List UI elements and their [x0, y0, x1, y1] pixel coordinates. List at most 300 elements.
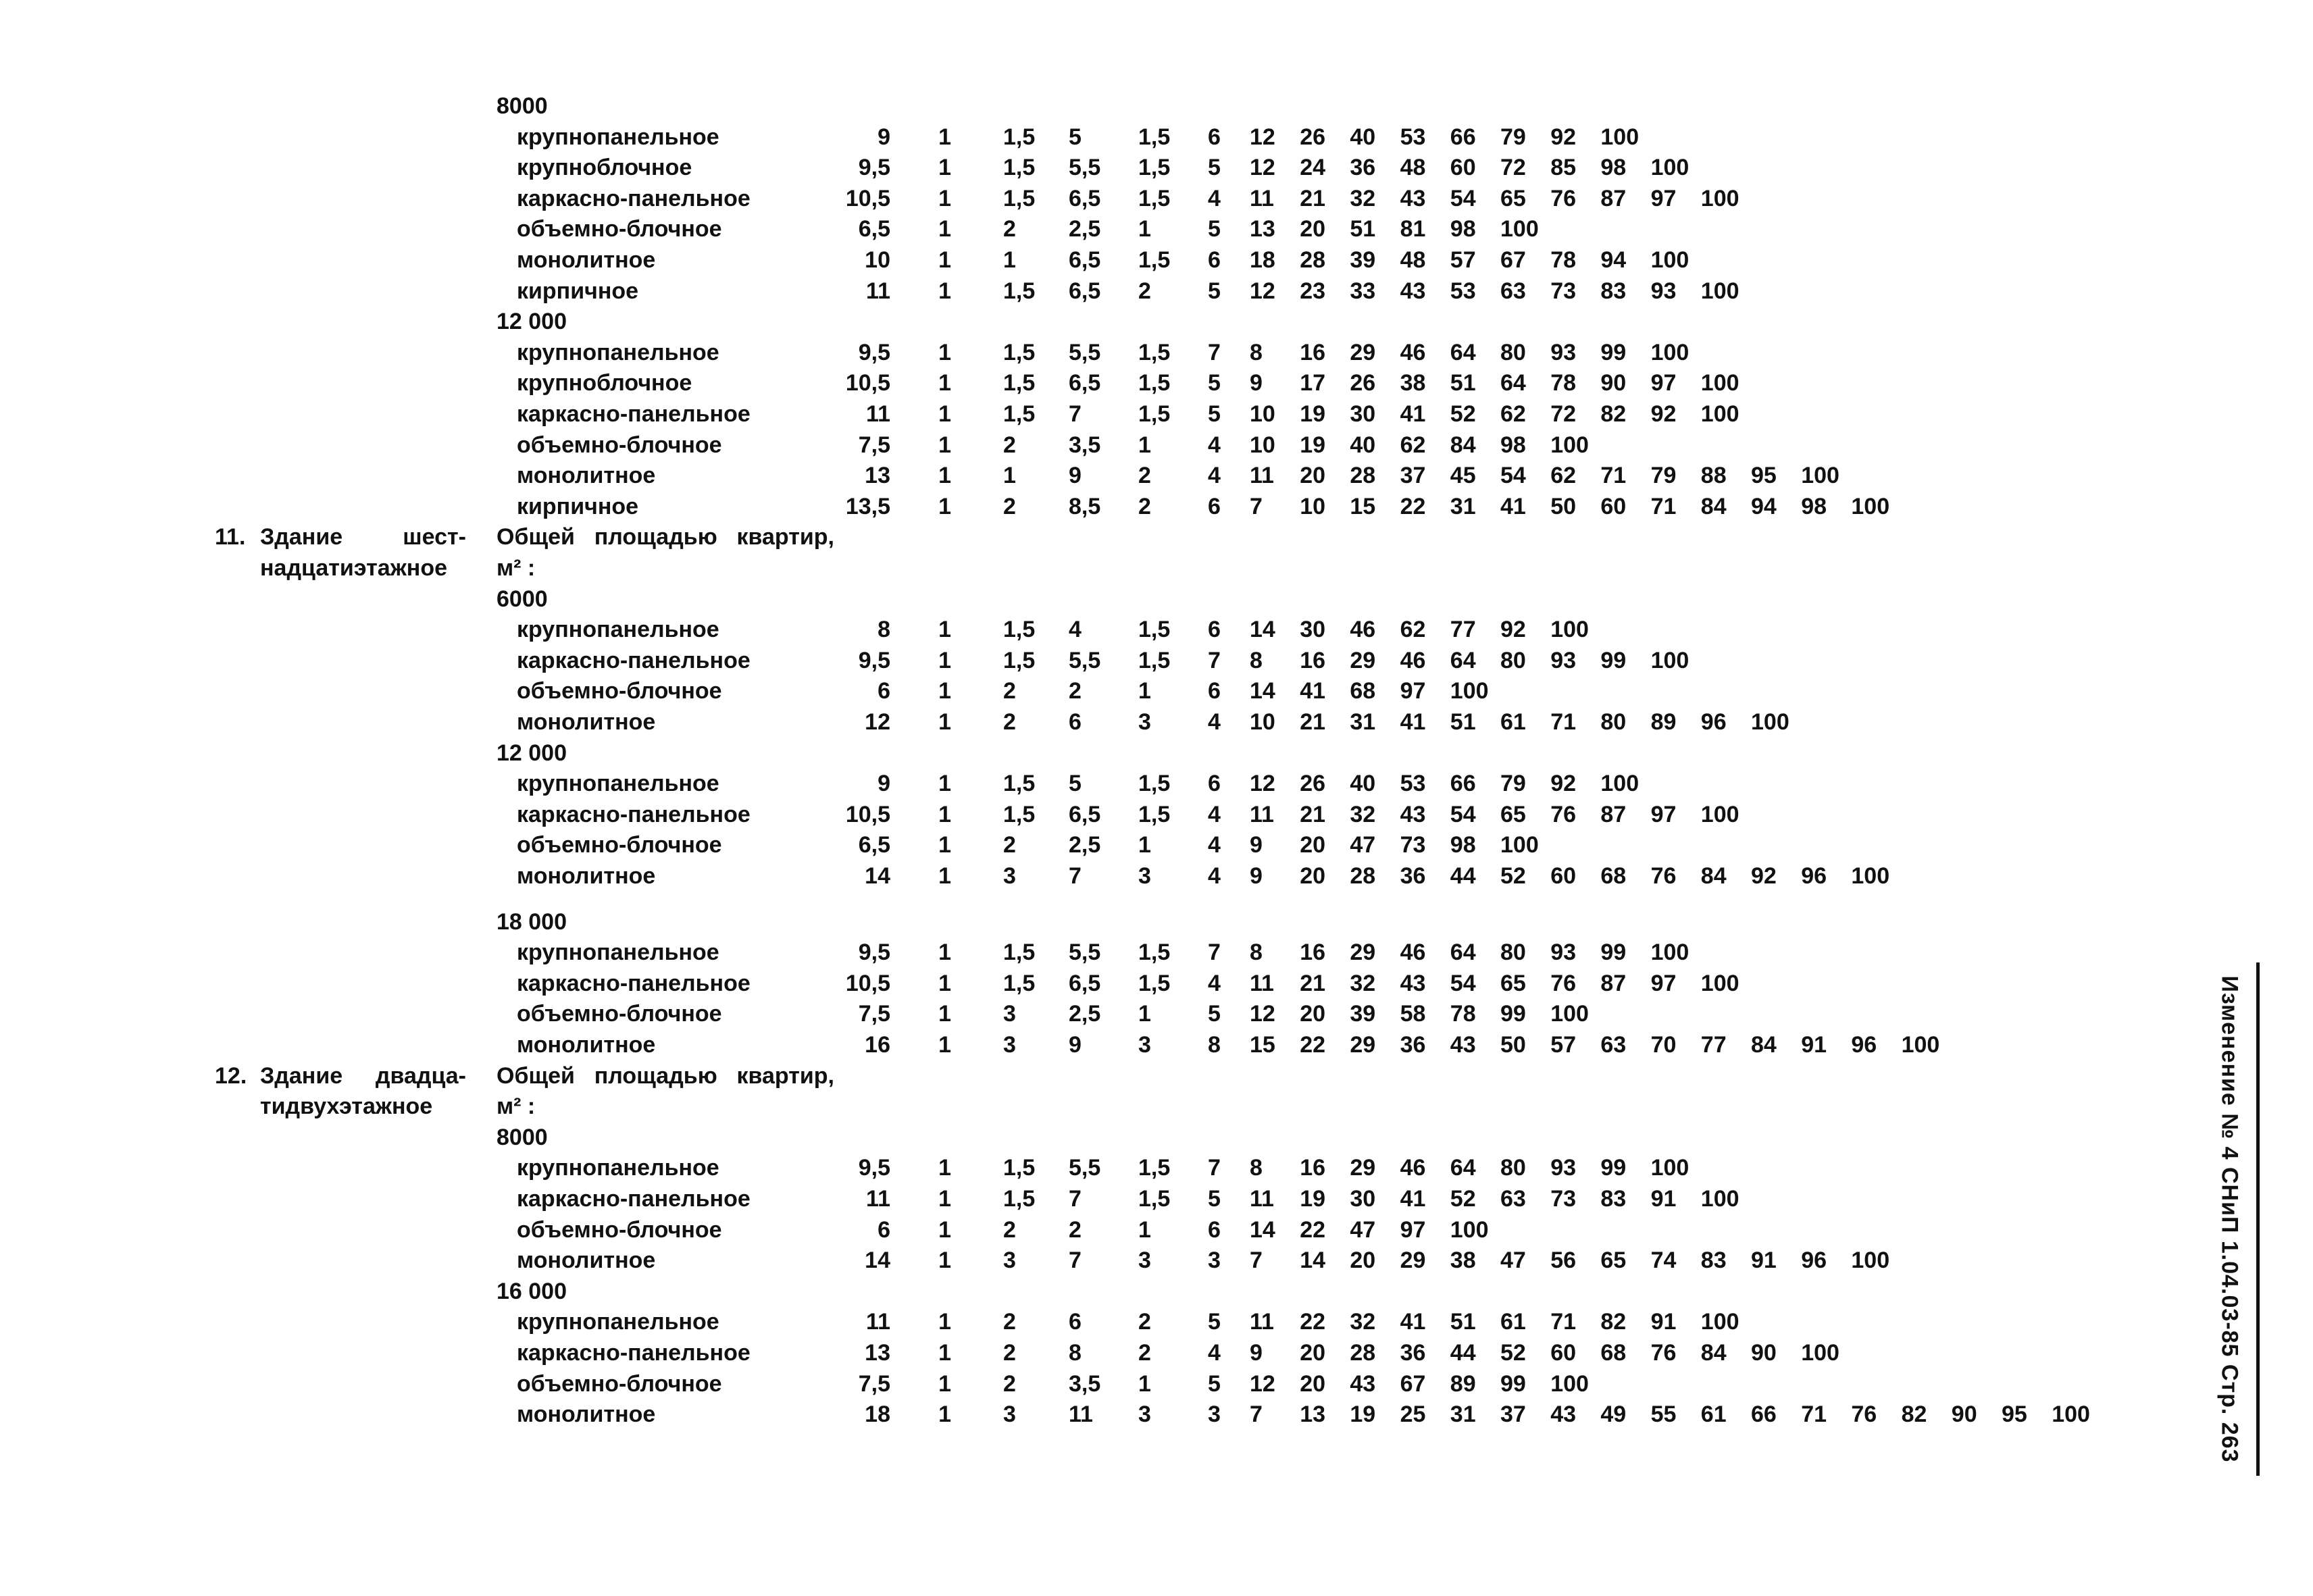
- table-cell: 29: [1350, 647, 1376, 673]
- table-cell: 2,5: [1069, 1001, 1101, 1027]
- table-cell: 82: [1901, 1401, 1927, 1428]
- table-cell: 65: [1500, 185, 1526, 211]
- table-cell: 97: [1400, 1216, 1426, 1243]
- table-cell: 98: [1450, 832, 1476, 858]
- table-cell: 51: [1350, 216, 1376, 242]
- table-cell: 83: [1700, 1247, 1727, 1274]
- table-cell: 2: [1003, 1340, 1016, 1366]
- table-cell: 100: [1550, 432, 1589, 458]
- table-cell: 5: [1069, 771, 1082, 797]
- table-cell: 11: [866, 278, 890, 304]
- table-cell: 84: [1751, 1032, 1777, 1058]
- table-cell: 1,5: [1003, 278, 1036, 304]
- table-cell: 6,5: [1069, 370, 1101, 396]
- building-type-label: каркасно-панельное: [517, 1186, 751, 1212]
- table-cell: 100: [1550, 1370, 1589, 1397]
- table-cell: 58: [1400, 1001, 1426, 1027]
- table-cell: 6,5: [1069, 185, 1101, 211]
- building-type-label: объемно-блочное: [517, 1001, 722, 1027]
- table-cell: 43: [1400, 801, 1426, 827]
- table-cell: 29: [1350, 939, 1376, 966]
- table-cell: 6,5: [1069, 278, 1101, 304]
- table-cell: 60: [1550, 863, 1577, 889]
- table-cell: 37: [1500, 1401, 1526, 1428]
- table-cell: 1: [1138, 1370, 1151, 1397]
- table-cell: 4: [1069, 617, 1082, 643]
- table-cell: 99: [1500, 1001, 1526, 1027]
- table-cell: 28: [1300, 247, 1326, 273]
- table-cell: 4: [1208, 1340, 1221, 1366]
- table-cell: 72: [1500, 155, 1526, 181]
- running-header-text: Изменение № 4 СНиП 1.04.03-85 Стр. 263: [2216, 975, 2242, 1463]
- table-cell: 20: [1300, 463, 1326, 489]
- table-cell: 100: [1550, 1001, 1589, 1027]
- table-cell: 14: [865, 863, 890, 889]
- table-cell: 6,5: [858, 216, 890, 242]
- table-cell: 13,5: [845, 493, 890, 519]
- table-cell: 73: [1550, 1186, 1577, 1212]
- table-cell: 28: [1350, 1340, 1376, 1366]
- table-cell: 1: [1138, 1001, 1151, 1027]
- building-type-label: монолитное: [517, 463, 656, 489]
- table-cell: 97: [1650, 801, 1677, 827]
- table-cell: 9,5: [858, 939, 890, 966]
- table-cell: 3: [1003, 1247, 1016, 1274]
- table-cell: 76: [1550, 801, 1577, 827]
- table-cell: 11: [866, 1186, 890, 1212]
- table-cell: 23: [1300, 278, 1326, 304]
- table-cell: 9,5: [858, 647, 890, 673]
- table-cell: 7: [1069, 863, 1082, 889]
- table-cell: 84: [1700, 1340, 1727, 1366]
- table-cell: 79: [1500, 771, 1526, 797]
- building-type-label: объемно-блочное: [517, 432, 722, 458]
- table-cell: 97: [1650, 185, 1677, 211]
- table-cell: 100: [1600, 771, 1640, 797]
- table-cell: 80: [1500, 1155, 1526, 1181]
- table-cell: 48: [1400, 247, 1426, 273]
- table-cell: 14: [1300, 1247, 1326, 1274]
- building-type-label: объемно-блочное: [517, 1216, 722, 1243]
- table-cell: 5: [1208, 1001, 1221, 1027]
- table-cell: 30: [1300, 617, 1326, 643]
- table-cell: 15: [1350, 493, 1376, 519]
- table-cell: 54: [1450, 801, 1476, 827]
- table-cell: 53: [1450, 278, 1476, 304]
- table-cell: 99: [1600, 647, 1627, 673]
- table-cell: 84: [1700, 493, 1727, 519]
- table-cell: 83: [1600, 1186, 1627, 1212]
- table-cell: 51: [1450, 709, 1476, 735]
- table-cell: 1,5: [1138, 155, 1171, 181]
- table-cell: 4: [1208, 801, 1221, 827]
- table-cell: 99: [1600, 339, 1627, 365]
- table-cell: 66: [1450, 124, 1476, 150]
- table-cell: 99: [1600, 939, 1627, 966]
- building-type-label: кирпичное: [517, 493, 639, 519]
- table-cell: 4: [1208, 970, 1221, 996]
- table-cell: 100: [1751, 709, 1789, 735]
- table-cell: 78: [1550, 247, 1577, 273]
- table-cell: 43: [1450, 1032, 1476, 1058]
- table-cell: 8: [1250, 939, 1263, 966]
- area-subheading: 8000: [497, 93, 548, 119]
- table-cell: 77: [1700, 1032, 1727, 1058]
- table-cell: 8: [1208, 1032, 1221, 1058]
- table-cell: 1,5: [1138, 370, 1171, 396]
- building-type-label: объемно-блочное: [517, 832, 722, 858]
- table-cell: 9: [1250, 370, 1263, 396]
- table-cell: 7: [1250, 1247, 1263, 1274]
- table-cell: 1: [938, 801, 951, 827]
- table-cell: 47: [1500, 1247, 1526, 1274]
- table-cell: 80: [1500, 939, 1526, 966]
- table-cell: 87: [1600, 970, 1627, 996]
- table-cell: 36: [1400, 1032, 1426, 1058]
- table-cell: 1: [938, 678, 951, 704]
- table-cell: 87: [1600, 185, 1627, 211]
- table-cell: 40: [1350, 432, 1376, 458]
- item-number: 11.: [215, 524, 246, 550]
- table-cell: 1,5: [1138, 801, 1171, 827]
- table-cell: 22: [1300, 1309, 1326, 1335]
- table-cell: 8: [1069, 1340, 1082, 1366]
- table-cell: 12: [1250, 278, 1275, 304]
- table-cell: 82: [1600, 401, 1627, 427]
- table-cell: 3: [1138, 1247, 1151, 1274]
- table-cell: 5,5: [1069, 1155, 1101, 1181]
- table-cell: 78: [1550, 370, 1577, 396]
- area-subheading: 6000: [497, 586, 548, 612]
- table-cell: 37: [1400, 463, 1426, 489]
- table-cell: 4: [1208, 832, 1221, 858]
- table-cell: 6,5: [858, 832, 890, 858]
- table-cell: 26: [1300, 771, 1326, 797]
- table-cell: 1: [938, 401, 951, 427]
- table-cell: 16: [1300, 1155, 1326, 1181]
- table-cell: 100: [1700, 1186, 1739, 1212]
- table-cell: 6: [1069, 709, 1082, 735]
- table-cell: 100: [1700, 185, 1739, 211]
- table-cell: 62: [1550, 463, 1577, 489]
- table-cell: 20: [1300, 1370, 1326, 1397]
- building-type-label: крупноблочное: [517, 370, 692, 396]
- table-cell: 1: [938, 1401, 951, 1428]
- table-cell: 7,5: [858, 1001, 890, 1027]
- table-cell: 3: [1138, 863, 1151, 889]
- table-cell: 20: [1350, 1247, 1376, 1274]
- table-cell: 12: [1250, 124, 1275, 150]
- table-cell: 17: [1300, 370, 1326, 396]
- table-cell: 5,5: [1069, 339, 1101, 365]
- building-type-label: объемно-блочное: [517, 216, 722, 242]
- table-cell: 47: [1350, 1216, 1376, 1243]
- table-cell: 20: [1300, 863, 1326, 889]
- table-cell: 8: [1250, 1155, 1263, 1181]
- table-cell: 74: [1650, 1247, 1677, 1274]
- table-cell: 2,5: [1069, 832, 1101, 858]
- table-cell: 95: [2002, 1401, 2027, 1428]
- table-cell: 96: [1801, 1247, 1827, 1274]
- table-cell: 92: [1500, 617, 1526, 643]
- table-cell: 28: [1350, 863, 1376, 889]
- table-cell: 12: [1250, 1370, 1275, 1397]
- table-cell: 4: [1208, 432, 1221, 458]
- table-cell: 65: [1600, 1247, 1627, 1274]
- building-type-label: каркасно-панельное: [517, 1340, 751, 1366]
- table-cell: 1,5: [1138, 970, 1171, 996]
- table-cell: 100: [1500, 216, 1539, 242]
- table-cell: 100: [1650, 155, 1689, 181]
- table-cell: 43: [1400, 185, 1426, 211]
- table-cell: 7: [1208, 339, 1221, 365]
- table-cell: 49: [1600, 1401, 1627, 1428]
- table-cell: 1: [938, 370, 951, 396]
- table-cell: 46: [1400, 647, 1426, 673]
- table-cell: 90: [1751, 1340, 1777, 1366]
- table-cell: 9: [1250, 863, 1263, 889]
- table-cell: 1,5: [1003, 401, 1036, 427]
- table-cell: 100: [1700, 370, 1739, 396]
- building-type-label: кирпичное: [517, 278, 639, 304]
- table-cell: 3,5: [1069, 432, 1101, 458]
- item-name-line2: тидвухэтажное: [260, 1093, 433, 1120]
- table-cell: 3: [1138, 1401, 1151, 1428]
- table-cell: 79: [1650, 463, 1677, 489]
- table-cell: 1,5: [1003, 1155, 1036, 1181]
- building-type-label: крупнопанельное: [517, 1309, 719, 1335]
- table-cell: 1,5: [1003, 339, 1036, 365]
- table-cell: 55: [1650, 1401, 1677, 1428]
- table-cell: 46: [1350, 617, 1376, 643]
- item-name-line2: надцатиэтажное: [260, 555, 448, 581]
- table-cell: 10: [1250, 709, 1275, 735]
- table-cell: 5: [1208, 370, 1221, 396]
- table-cell: 45: [1450, 463, 1476, 489]
- table-cell: 11: [1250, 801, 1274, 827]
- table-cell: 92: [1751, 863, 1777, 889]
- table-cell: 99: [1500, 1370, 1526, 1397]
- table-cell: 7: [1208, 1155, 1221, 1181]
- table-cell: 22: [1300, 1032, 1326, 1058]
- table-cell: 9: [878, 771, 890, 797]
- table-cell: 100: [1700, 1309, 1739, 1335]
- table-cell: 53: [1400, 771, 1426, 797]
- table-cell: 41: [1500, 493, 1526, 519]
- table-cell: 43: [1550, 1401, 1577, 1428]
- table-cell: 50: [1500, 1032, 1526, 1058]
- table-cell: 1: [938, 647, 951, 673]
- table-cell: 20: [1300, 1001, 1326, 1027]
- table-cell: 1,5: [1003, 370, 1036, 396]
- table-cell: 10: [1250, 432, 1275, 458]
- table-cell: 22: [1300, 1216, 1326, 1243]
- table-cell: 76: [1550, 970, 1577, 996]
- building-type-label: монолитное: [517, 1032, 656, 1058]
- table-cell: 2: [1069, 1216, 1082, 1243]
- table-cell: 47: [1350, 832, 1376, 858]
- table-cell: 79: [1500, 124, 1526, 150]
- table-cell: 1: [938, 1001, 951, 1027]
- table-cell: 3: [1003, 863, 1016, 889]
- table-cell: 85: [1550, 155, 1577, 181]
- table-cell: 100: [1700, 401, 1739, 427]
- table-cell: 41: [1300, 678, 1326, 704]
- table-cell: 91: [1751, 1247, 1777, 1274]
- table-cell: 46: [1400, 339, 1426, 365]
- table-cell: 64: [1500, 370, 1526, 396]
- table-cell: 1: [938, 247, 951, 273]
- table-cell: 62: [1400, 432, 1426, 458]
- table-cell: 5,5: [1069, 155, 1101, 181]
- table-cell: 100: [1700, 970, 1739, 996]
- table-cell: 100: [1851, 863, 1890, 889]
- table-cell: 5: [1069, 124, 1082, 150]
- table-cell: 14: [865, 1247, 890, 1274]
- table-cell: 1: [938, 939, 951, 966]
- table-cell: 1,5: [1003, 939, 1036, 966]
- table-cell: 2: [1138, 278, 1151, 304]
- table-cell: 1: [1138, 678, 1151, 704]
- running-header-rule: [2256, 962, 2260, 1476]
- table-cell: 33: [1350, 278, 1376, 304]
- table-cell: 31: [1450, 1401, 1476, 1428]
- table-cell: 54: [1450, 970, 1476, 996]
- table-cell: 3,5: [1069, 1370, 1101, 1397]
- table-cell: 2: [1138, 1340, 1151, 1366]
- area-heading-line2: м² :: [497, 1093, 536, 1120]
- table-cell: 61: [1700, 1401, 1727, 1428]
- table-cell: 10: [1250, 401, 1275, 427]
- table-cell: 96: [1801, 863, 1827, 889]
- table-cell: 100: [1650, 247, 1689, 273]
- table-cell: 19: [1300, 432, 1326, 458]
- table-cell: 1: [938, 124, 951, 150]
- table-cell: 12: [1250, 155, 1275, 181]
- area-subheading: 18 000: [497, 908, 567, 935]
- table-cell: 98: [1500, 432, 1526, 458]
- table-cell: 2: [1003, 1216, 1016, 1243]
- table-cell: 94: [1751, 493, 1777, 519]
- table-cell: 100: [1901, 1032, 1940, 1058]
- table-cell: 100: [1600, 124, 1640, 150]
- table-cell: 1: [938, 432, 951, 458]
- table-cell: 19: [1350, 1401, 1376, 1428]
- table-cell: 1: [938, 1186, 951, 1212]
- area-heading-line2: м² :: [497, 555, 536, 581]
- table-cell: 44: [1450, 863, 1476, 889]
- table-cell: 2: [1003, 216, 1016, 242]
- table-cell: 9: [1069, 463, 1082, 489]
- table-cell: 100: [1650, 939, 1689, 966]
- table-cell: 1,5: [1003, 155, 1036, 181]
- building-type-label: крупнопанельное: [517, 771, 719, 797]
- table-cell: 52: [1500, 863, 1526, 889]
- table-cell: 13: [865, 1340, 890, 1366]
- table-cell: 2: [1003, 493, 1016, 519]
- table-cell: 1: [938, 493, 951, 519]
- building-type-label: крупнопанельное: [517, 339, 719, 365]
- table-cell: 32: [1350, 185, 1376, 211]
- table-cell: 62: [1400, 617, 1426, 643]
- table-cell: 16: [865, 1032, 890, 1058]
- table-cell: 68: [1600, 863, 1627, 889]
- table-cell: 4: [1208, 863, 1221, 889]
- table-cell: 11: [1250, 970, 1274, 996]
- table-cell: 5: [1208, 1309, 1221, 1335]
- building-type-label: крупнопанельное: [517, 124, 719, 150]
- table-cell: 10,5: [845, 185, 890, 211]
- table-cell: 6: [1208, 771, 1221, 797]
- table-cell: 93: [1550, 339, 1577, 365]
- table-cell: 4: [1208, 185, 1221, 211]
- table-cell: 1,5: [1003, 1186, 1036, 1212]
- table-cell: 2: [1138, 493, 1151, 519]
- table-cell: 13: [865, 463, 890, 489]
- table-cell: 20: [1300, 1340, 1326, 1366]
- table-cell: 19: [1300, 1186, 1326, 1212]
- table-cell: 11: [1250, 1186, 1274, 1212]
- table-cell: 39: [1350, 247, 1376, 273]
- table-cell: 9,5: [858, 339, 890, 365]
- table-cell: 41: [1400, 1309, 1426, 1335]
- table-cell: 56: [1550, 1247, 1577, 1274]
- table-cell: 62: [1500, 401, 1526, 427]
- table-cell: 9,5: [858, 155, 890, 181]
- table-cell: 77: [1450, 617, 1476, 643]
- table-cell: 1,5: [1003, 647, 1036, 673]
- table-cell: 1: [938, 1032, 951, 1058]
- table-cell: 1: [938, 185, 951, 211]
- table-cell: 93: [1550, 1155, 1577, 1181]
- table-cell: 80: [1500, 647, 1526, 673]
- table-cell: 100: [1700, 278, 1739, 304]
- table-cell: 41: [1400, 709, 1426, 735]
- table-cell: 93: [1650, 278, 1677, 304]
- table-cell: 52: [1450, 1186, 1476, 1212]
- table-cell: 6: [1208, 493, 1221, 519]
- table-cell: 29: [1350, 339, 1376, 365]
- item-name-line1: Здание шест-: [260, 524, 466, 550]
- table-cell: 61: [1500, 709, 1526, 735]
- table-cell: 84: [1700, 863, 1727, 889]
- table-cell: 1,5: [1138, 124, 1171, 150]
- table-cell: 16: [1300, 939, 1326, 966]
- table-cell: 71: [1550, 1309, 1577, 1335]
- table-cell: 95: [1751, 463, 1777, 489]
- building-type-label: каркасно-панельное: [517, 970, 751, 996]
- table-cell: 31: [1350, 709, 1376, 735]
- table-cell: 2: [1003, 432, 1016, 458]
- table-cell: 63: [1500, 278, 1526, 304]
- table-cell: 5: [1208, 278, 1221, 304]
- table-cell: 97: [1650, 970, 1677, 996]
- table-cell: 7: [1069, 1186, 1082, 1212]
- table-cell: 97: [1650, 370, 1677, 396]
- table-cell: 38: [1450, 1247, 1476, 1274]
- table-cell: 25: [1400, 1401, 1426, 1428]
- table-cell: 64: [1450, 339, 1476, 365]
- area-subheading: 8000: [497, 1124, 548, 1150]
- table-cell: 67: [1500, 247, 1526, 273]
- table-cell: 18: [865, 1401, 890, 1428]
- table-cell: 76: [1851, 1401, 1877, 1428]
- table-cell: 16: [1300, 647, 1326, 673]
- table-cell: 53: [1400, 124, 1426, 150]
- table-cell: 21: [1300, 185, 1326, 211]
- table-cell: 64: [1450, 647, 1476, 673]
- table-cell: 9,5: [858, 1155, 890, 1181]
